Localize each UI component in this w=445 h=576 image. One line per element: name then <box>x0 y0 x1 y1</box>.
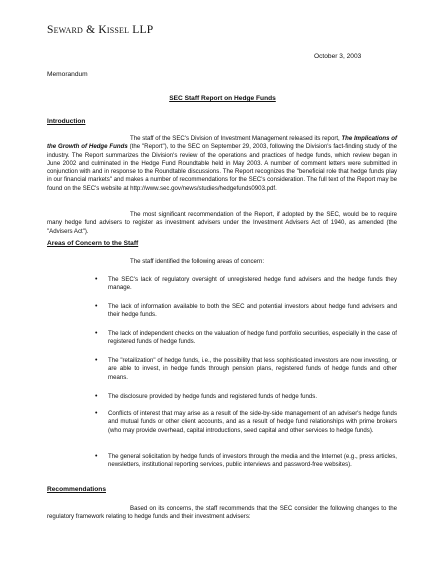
concern-item: The "retailization" of hedge funds, i.e., the possibility that less sophisticated investors are now investing, or are able to invest, in hedge funds through pension plans, registered funds of hedge funds and other means. <box>108 357 397 381</box>
intro-p1-after: (the "Report"), to the SEC on September 29, 2003, following the Division's fact-finding study of the industry. The Report summarizes the Division's review of the operations and practices of hedge funds, which review began in June 2002 and culminated in the Hedge Fund Roundtable held in May 2003. A number of comment letters were submitted in conjunction with and in response to the Roundtable discussions. The Report recognizes the "beneficial role that hedge funds play in our financial markets" and makes a number of recommendations for the SEC's consideration. The full text of the Report may be found on the SEC's website at http://www.sec.gov/news/studies/hedgefunds0903.pdf. <box>47 143 397 192</box>
bullet-icon: • <box>95 393 98 400</box>
bullet-icon: • <box>95 330 98 337</box>
intro-p1-before: The staff of the SEC's Division of Investment Management released its report, <box>130 135 342 142</box>
document-title-text: SEC Staff Report on Hedge Funds <box>169 95 276 102</box>
bullet-icon: • <box>95 453 98 460</box>
firm-letterhead <box>47 24 153 36</box>
firm-ampersand: & <box>86 24 96 36</box>
areas-intro-text: The staff identified the following areas of concern: <box>130 258 265 265</box>
memo-date: October 3, 2003 <box>314 53 362 60</box>
concern-item: The lack of independent checks on the valuation of hedge fund portfolio securities, especially in the case of registered funds of hedge funds. <box>108 330 397 346</box>
intro-paragraph-2: The most significant recommendation of the Report, if adopted by the SEC, would be to require many hedge fund advisers to register as investment advisers under the Investment Advisers Act of 1940, as amended (the "Advisers Act"). <box>47 211 397 235</box>
intro-paragraph-1 <box>47 135 397 193</box>
heading-areas-of-concern: Areas of Concern to the Staff <box>47 240 139 247</box>
document-title <box>0 95 445 102</box>
firm-suffix: LLP <box>132 24 154 36</box>
memo-label: Memorandum <box>47 71 88 78</box>
concern-item: The disclosure provided by hedge funds and registered funds of hedge funds. <box>108 393 318 400</box>
concern-item: The general solicitation by hedge funds of investors through the media and the Internet (e.g., press articles, newsletters, institutional reporting services, public interviews and password-free websites). <box>108 453 397 469</box>
recommendations-paragraph: Based on its concerns, the staff recommends that the SEC consider the following changes to the regulatory framework relating to hedge funds and their investment advisers: <box>47 505 397 521</box>
bullet-icon: • <box>95 303 98 310</box>
concern-item: The SEC's lack of regulatory oversight of unregistered hedge fund advisers and the hedge funds they manage. <box>108 276 397 292</box>
concern-item: Conflicts of interest that may arise as a result of the side-by-side management of an adviser's hedge funds and mutual funds or other client accounts, and as a result of hedge fund relationships with prime brokers (who may provide overhead, capital introductions, seed capital and other services to hedge funds). <box>108 410 397 434</box>
firm-name-first: Seward <box>47 24 84 36</box>
firm-name-second: Kissel <box>98 24 130 36</box>
concern-item: The lack of information available to both the SEC and potential investors about hedge fund advisers and their hedge funds. <box>108 303 397 319</box>
bullet-icon: • <box>95 276 98 283</box>
report-title-italic: The Implications of the Growth of Hedge Funds <box>47 135 397 151</box>
bullet-icon: • <box>95 357 98 364</box>
bullet-icon: • <box>95 410 98 417</box>
heading-introduction: Introduction <box>47 118 86 125</box>
heading-recommendations: Recommendations <box>47 486 106 493</box>
